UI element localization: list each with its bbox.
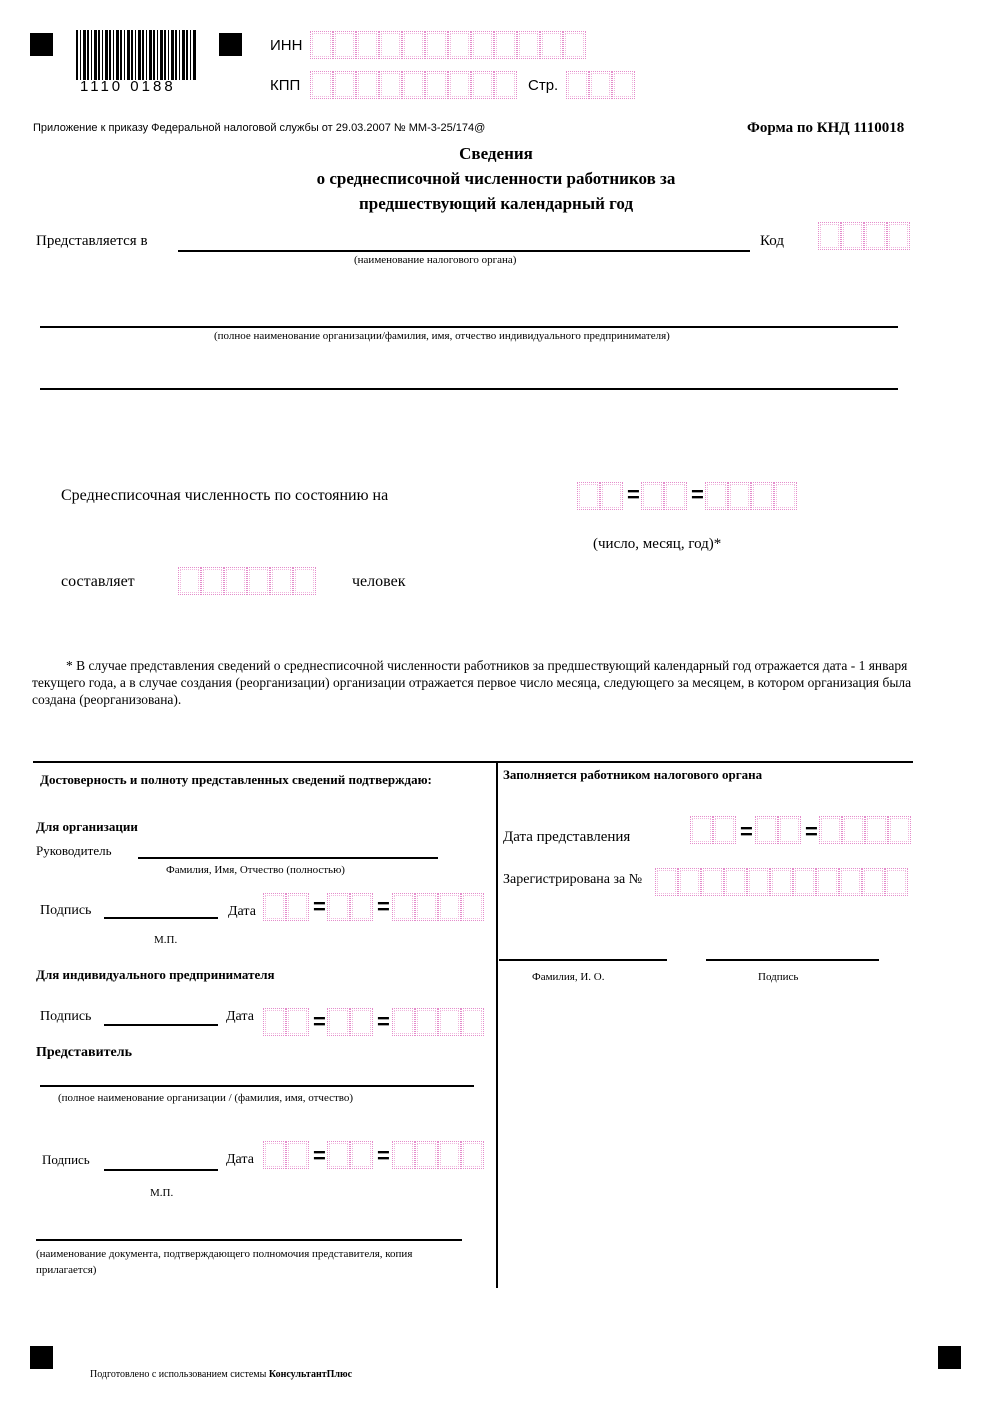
input-cell[interactable]	[461, 1141, 484, 1169]
page-field[interactable]	[566, 71, 635, 101]
input-cell[interactable]	[379, 31, 402, 59]
input-cell[interactable]	[751, 482, 774, 510]
head-label: Руководитель	[36, 843, 112, 858]
input-cell[interactable]	[816, 868, 839, 896]
input-cell[interactable]	[705, 482, 728, 510]
input-cell[interactable]	[263, 893, 286, 921]
input-cell[interactable]	[350, 893, 373, 921]
barcode-number: 1110 0188	[80, 78, 176, 95]
input-cell[interactable]	[885, 868, 908, 896]
input-cell[interactable]	[293, 567, 316, 595]
org-date-year[interactable]	[392, 893, 484, 923]
input-cell[interactable]	[350, 1141, 373, 1169]
rep-date-day[interactable]	[263, 1141, 309, 1171]
headcount-year-field[interactable]	[705, 482, 797, 512]
input-cell[interactable]	[333, 71, 356, 99]
org-name-caption: (полное наименование организации/фамилия, имя, отчество индивидуального предпринимателя)	[214, 330, 670, 342]
signature-label: Подпись	[42, 1152, 90, 1167]
input-cell[interactable]	[770, 868, 793, 896]
input-cell[interactable]	[641, 482, 664, 510]
input-cell[interactable]	[819, 816, 842, 844]
headcount-label: Среднесписочная численность по состоянию на	[61, 487, 389, 504]
ie-signature-field[interactable]	[104, 1024, 218, 1026]
input-cell[interactable]	[286, 893, 309, 921]
signature-label: Подпись	[40, 1009, 92, 1024]
input-cell[interactable]	[356, 71, 379, 99]
tax-authority-field[interactable]	[178, 250, 750, 252]
input-cell[interactable]	[471, 31, 494, 59]
confirm-heading: Достоверность и полноту представленных сведений подтверждаю:	[40, 772, 432, 787]
input-cell[interactable]	[392, 893, 415, 921]
ie-date-year[interactable]	[392, 1008, 484, 1038]
rep-name-field[interactable]	[40, 1085, 474, 1087]
input-cell[interactable]	[310, 31, 333, 59]
headcount-field[interactable]	[178, 567, 316, 597]
input-cell[interactable]	[247, 567, 270, 595]
input-cell[interactable]	[865, 816, 888, 844]
title-line: о среднесписочной численности работников за	[316, 169, 676, 188]
date-label: Дата	[228, 904, 256, 919]
input-cell[interactable]	[448, 71, 471, 99]
rep-name-caption: (полное наименование организации / (фамилия, имя, отчество)	[58, 1092, 354, 1104]
input-cell[interactable]	[888, 816, 911, 844]
headcount-day-field[interactable]	[577, 482, 623, 512]
input-cell[interactable]	[392, 1141, 415, 1169]
kpp-label: КПП	[270, 77, 301, 94]
stamp-label: М.П.	[154, 934, 178, 946]
inn-label: ИНН	[270, 37, 303, 54]
input-cell[interactable]	[438, 893, 461, 921]
input-cell[interactable]	[728, 482, 751, 510]
input-cell[interactable]	[415, 1008, 438, 1036]
date-separator: =	[691, 482, 704, 507]
input-cell[interactable]	[494, 71, 517, 99]
representative-heading: Представитель	[36, 1045, 133, 1060]
order-reference: Приложение к приказу Федеральной налоговой службы от 29.03.2007 № ММ-3-25/174@	[33, 122, 486, 134]
org-date-day[interactable]	[263, 893, 309, 923]
submitted-label: Представляется в	[36, 233, 148, 249]
rep-signature-field[interactable]	[104, 1169, 218, 1171]
input-cell[interactable]	[589, 71, 612, 99]
input-cell[interactable]	[224, 567, 247, 595]
input-cell[interactable]	[461, 1008, 484, 1036]
input-cell[interactable]	[379, 71, 402, 99]
title-line: Сведения	[459, 144, 533, 163]
input-cell[interactable]	[690, 816, 713, 844]
title-line: предшествующий календарный год	[358, 194, 634, 213]
input-cell[interactable]	[494, 31, 517, 59]
input-cell[interactable]	[310, 71, 333, 99]
officer-signature-caption: Подпись	[758, 971, 799, 983]
input-cell[interactable]	[263, 1141, 286, 1169]
tax-authority-caption: (наименование налогового органа)	[354, 254, 517, 266]
barcode	[76, 30, 196, 80]
input-cell[interactable]	[540, 31, 563, 59]
unit-label: человек	[352, 573, 406, 590]
input-cell[interactable]	[701, 868, 724, 896]
org-name-field-2[interactable]	[40, 388, 898, 390]
submission-date-year[interactable]	[819, 816, 911, 846]
footer-text: Подготовлено с использованием системы	[90, 1369, 269, 1380]
rep-date-month[interactable]	[327, 1141, 373, 1171]
amount-label: составляет	[61, 573, 135, 590]
input-cell[interactable]	[438, 1141, 461, 1169]
stamp-label: М.П.	[150, 1187, 174, 1199]
page-label: Стр.	[528, 77, 559, 94]
inn-field[interactable]	[310, 31, 586, 61]
input-cell[interactable]	[793, 868, 816, 896]
input-cell[interactable]	[774, 482, 797, 510]
date-separator: =	[627, 482, 640, 507]
input-cell[interactable]	[392, 1008, 415, 1036]
input-cell[interactable]	[664, 482, 687, 510]
input-cell[interactable]	[461, 893, 484, 921]
date-separator: =	[740, 819, 753, 844]
date-separator: =	[377, 894, 390, 919]
input-cell[interactable]	[887, 222, 910, 250]
input-cell[interactable]	[577, 482, 600, 510]
input-cell[interactable]	[201, 567, 224, 595]
registered-label: Зарегистрирована за №	[503, 872, 643, 887]
date-separator: =	[805, 819, 818, 844]
registration-number-field[interactable]	[655, 868, 908, 898]
input-cell[interactable]	[425, 31, 448, 59]
org-date-month[interactable]	[327, 893, 373, 923]
marker-square	[30, 33, 53, 56]
input-cell[interactable]	[415, 893, 438, 921]
input-cell[interactable]	[438, 1008, 461, 1036]
date-separator: =	[377, 1143, 390, 1168]
input-cell[interactable]	[402, 71, 425, 99]
input-cell[interactable]	[713, 816, 736, 844]
officer-name-field[interactable]	[499, 959, 667, 961]
footnote: * В случае представления сведений о среднесписочной численности работников за предшествующий календарный год отражается дата - 1 января текущего года, а в случае создания (реорганизации) организации отражается первое число месяца, следующего за месяцем, в котором организация была создана (реорганизована).	[32, 658, 912, 707]
submission-date-day[interactable]	[690, 816, 736, 846]
input-cell[interactable]	[841, 222, 864, 250]
rep-document-field[interactable]	[36, 1239, 462, 1241]
code-field[interactable]	[818, 222, 910, 252]
headcount-month-field[interactable]	[641, 482, 687, 512]
footer-note	[90, 1369, 352, 1380]
input-cell[interactable]	[818, 222, 841, 250]
submission-date-label: Дата представления	[503, 829, 631, 845]
date-label: Дата	[226, 1009, 254, 1024]
date-caption: (число, месяц, год)*	[593, 536, 722, 552]
input-cell[interactable]	[839, 868, 862, 896]
input-cell[interactable]	[415, 1141, 438, 1169]
input-cell[interactable]	[600, 482, 623, 510]
divider	[33, 761, 913, 763]
date-separator: =	[313, 894, 326, 919]
input-cell[interactable]	[286, 1008, 309, 1036]
input-cell[interactable]	[286, 1141, 309, 1169]
ie-date-day[interactable]	[263, 1008, 309, 1038]
org-name-field[interactable]	[40, 326, 898, 328]
page-title	[0, 141, 992, 216]
date-separator: =	[313, 1009, 326, 1034]
footer-system: КонсультантПлюс	[268, 1369, 353, 1380]
input-cell[interactable]	[327, 893, 350, 921]
input-cell[interactable]	[333, 31, 356, 59]
input-cell[interactable]	[842, 816, 865, 844]
input-cell[interactable]	[425, 71, 448, 99]
signature-label: Подпись	[40, 903, 92, 918]
marker-square	[219, 33, 242, 56]
input-cell[interactable]	[724, 868, 747, 896]
input-cell[interactable]	[655, 868, 678, 896]
tax-officer-heading: Заполняется работником налогового органа	[503, 767, 763, 782]
officer-name-caption: Фамилия, И. О.	[532, 971, 605, 983]
officer-signature-field[interactable]	[706, 959, 879, 961]
input-cell[interactable]	[356, 31, 379, 59]
ie-date-month[interactable]	[327, 1008, 373, 1038]
input-cell[interactable]	[327, 1008, 350, 1036]
marker-square	[938, 1346, 961, 1369]
form-code: Форма по КНД 1110018	[747, 120, 905, 136]
fio-caption: Фамилия, Имя, Отчество (полностью)	[166, 864, 345, 876]
input-cell[interactable]	[471, 71, 494, 99]
input-cell[interactable]	[566, 71, 589, 99]
date-separator: =	[313, 1143, 326, 1168]
code-label: Код	[760, 233, 784, 249]
input-cell[interactable]	[747, 868, 770, 896]
divider	[496, 761, 498, 1288]
input-cell[interactable]	[678, 868, 701, 896]
input-cell[interactable]	[778, 816, 801, 844]
input-cell[interactable]	[270, 567, 293, 595]
input-cell[interactable]	[612, 71, 635, 99]
org-signature-field[interactable]	[104, 917, 218, 919]
input-cell[interactable]	[563, 31, 586, 59]
marker-square	[30, 1346, 53, 1369]
input-cell[interactable]	[327, 1141, 350, 1169]
input-cell[interactable]	[864, 222, 887, 250]
date-separator: =	[377, 1009, 390, 1034]
input-cell[interactable]	[755, 816, 778, 844]
rep-document-caption: (наименование документа, подтверждающего полномочия представителя, копия прилагается)	[36, 1248, 413, 1276]
for-org-heading: Для организации	[36, 819, 138, 834]
head-name-field[interactable]	[138, 857, 438, 859]
input-cell[interactable]	[862, 868, 885, 896]
kpp-field[interactable]	[310, 71, 517, 101]
input-cell[interactable]	[402, 31, 425, 59]
input-cell[interactable]	[350, 1008, 373, 1036]
input-cell[interactable]	[448, 31, 471, 59]
submission-date-month[interactable]	[755, 816, 801, 846]
rep-date-year[interactable]	[392, 1141, 484, 1171]
for-ie-heading: Для индивидуального предпринимателя	[36, 967, 275, 982]
input-cell[interactable]	[517, 31, 540, 59]
date-label: Дата	[226, 1152, 254, 1167]
input-cell[interactable]	[263, 1008, 286, 1036]
input-cell[interactable]	[178, 567, 201, 595]
